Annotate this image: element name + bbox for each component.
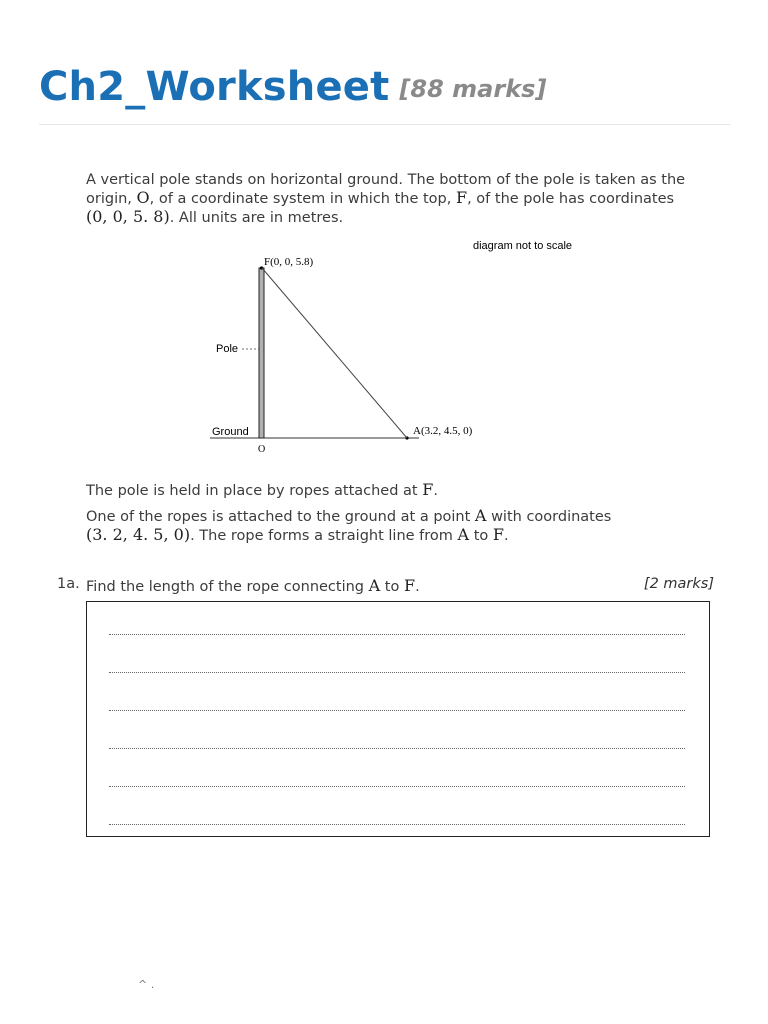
rope-line [262,268,407,438]
question-marks: [2 marks] [643,576,714,592]
diagram-note: diagram not to scale [473,240,573,252]
rope-text-2: . [433,483,438,499]
point-A-text-4: to [469,528,493,544]
math-F: F [455,188,468,207]
answer-line[interactable] [109,824,685,825]
total-marks: [88 marks] [399,75,547,103]
point-A-paragraph [86,507,726,545]
math-A: A [457,525,470,544]
point-A-text-5: . [503,528,509,544]
title-divider [39,124,730,125]
answer-line[interactable] [109,634,685,635]
answer-line[interactable] [109,672,685,673]
point-A-text-3: . The rope forms a straight line from [190,528,458,544]
rope-text-1: The pole is held in place by ropes attached at [86,483,423,499]
pole [259,268,264,438]
worksheet-title: Ch2_Worksheet [39,64,390,110]
math-A: A [474,506,487,525]
pole-diagram [205,236,605,458]
intro-text-3: , of the pole has coordinates [467,191,675,207]
question-text-1: Find the length of the rope connecting [86,579,369,595]
label-O: O [258,444,266,455]
page-title [39,64,546,110]
question-text [86,576,420,595]
math-A: A [368,576,381,595]
intro-paragraph [86,172,726,227]
label-A: A(3.2, 4.5, 0) [413,425,473,437]
math-F: F [492,525,504,544]
math-F: F [422,480,434,499]
label-ground: Ground [212,426,249,438]
answer-line[interactable] [109,710,685,711]
math-A-coordinates: (3. 2, 4. 5, 0) [86,525,191,544]
point-A-text-1: One of the ropes is attached to the ground at a point [86,509,475,525]
answer-line[interactable] [109,748,685,749]
rope-paragraph [86,481,726,500]
page-artifact: ^ . [138,978,155,991]
answer-box[interactable] [86,601,710,837]
math-F-coordinates: (0, 0, 5. 8) [86,207,170,226]
point-A-text-2: with coordinates [486,509,612,525]
question-number: 1a. [57,576,80,592]
label-F: F(0, 0, 5.8) [264,256,314,268]
intro-text-1: A vertical pole stands on horizontal ground. The bottom of the pole is taken as the origin, [86,172,686,207]
intro-text-4: . All units are in metres. [169,210,344,226]
math-O: O [136,188,150,207]
math-F: F [403,576,416,595]
label-pole: Pole [216,343,239,355]
answer-line[interactable] [109,786,685,787]
question-text-3: . [415,579,420,595]
question-text-2: to [380,579,404,595]
intro-text-2: , of a coordinate system in which the top, [149,191,456,207]
